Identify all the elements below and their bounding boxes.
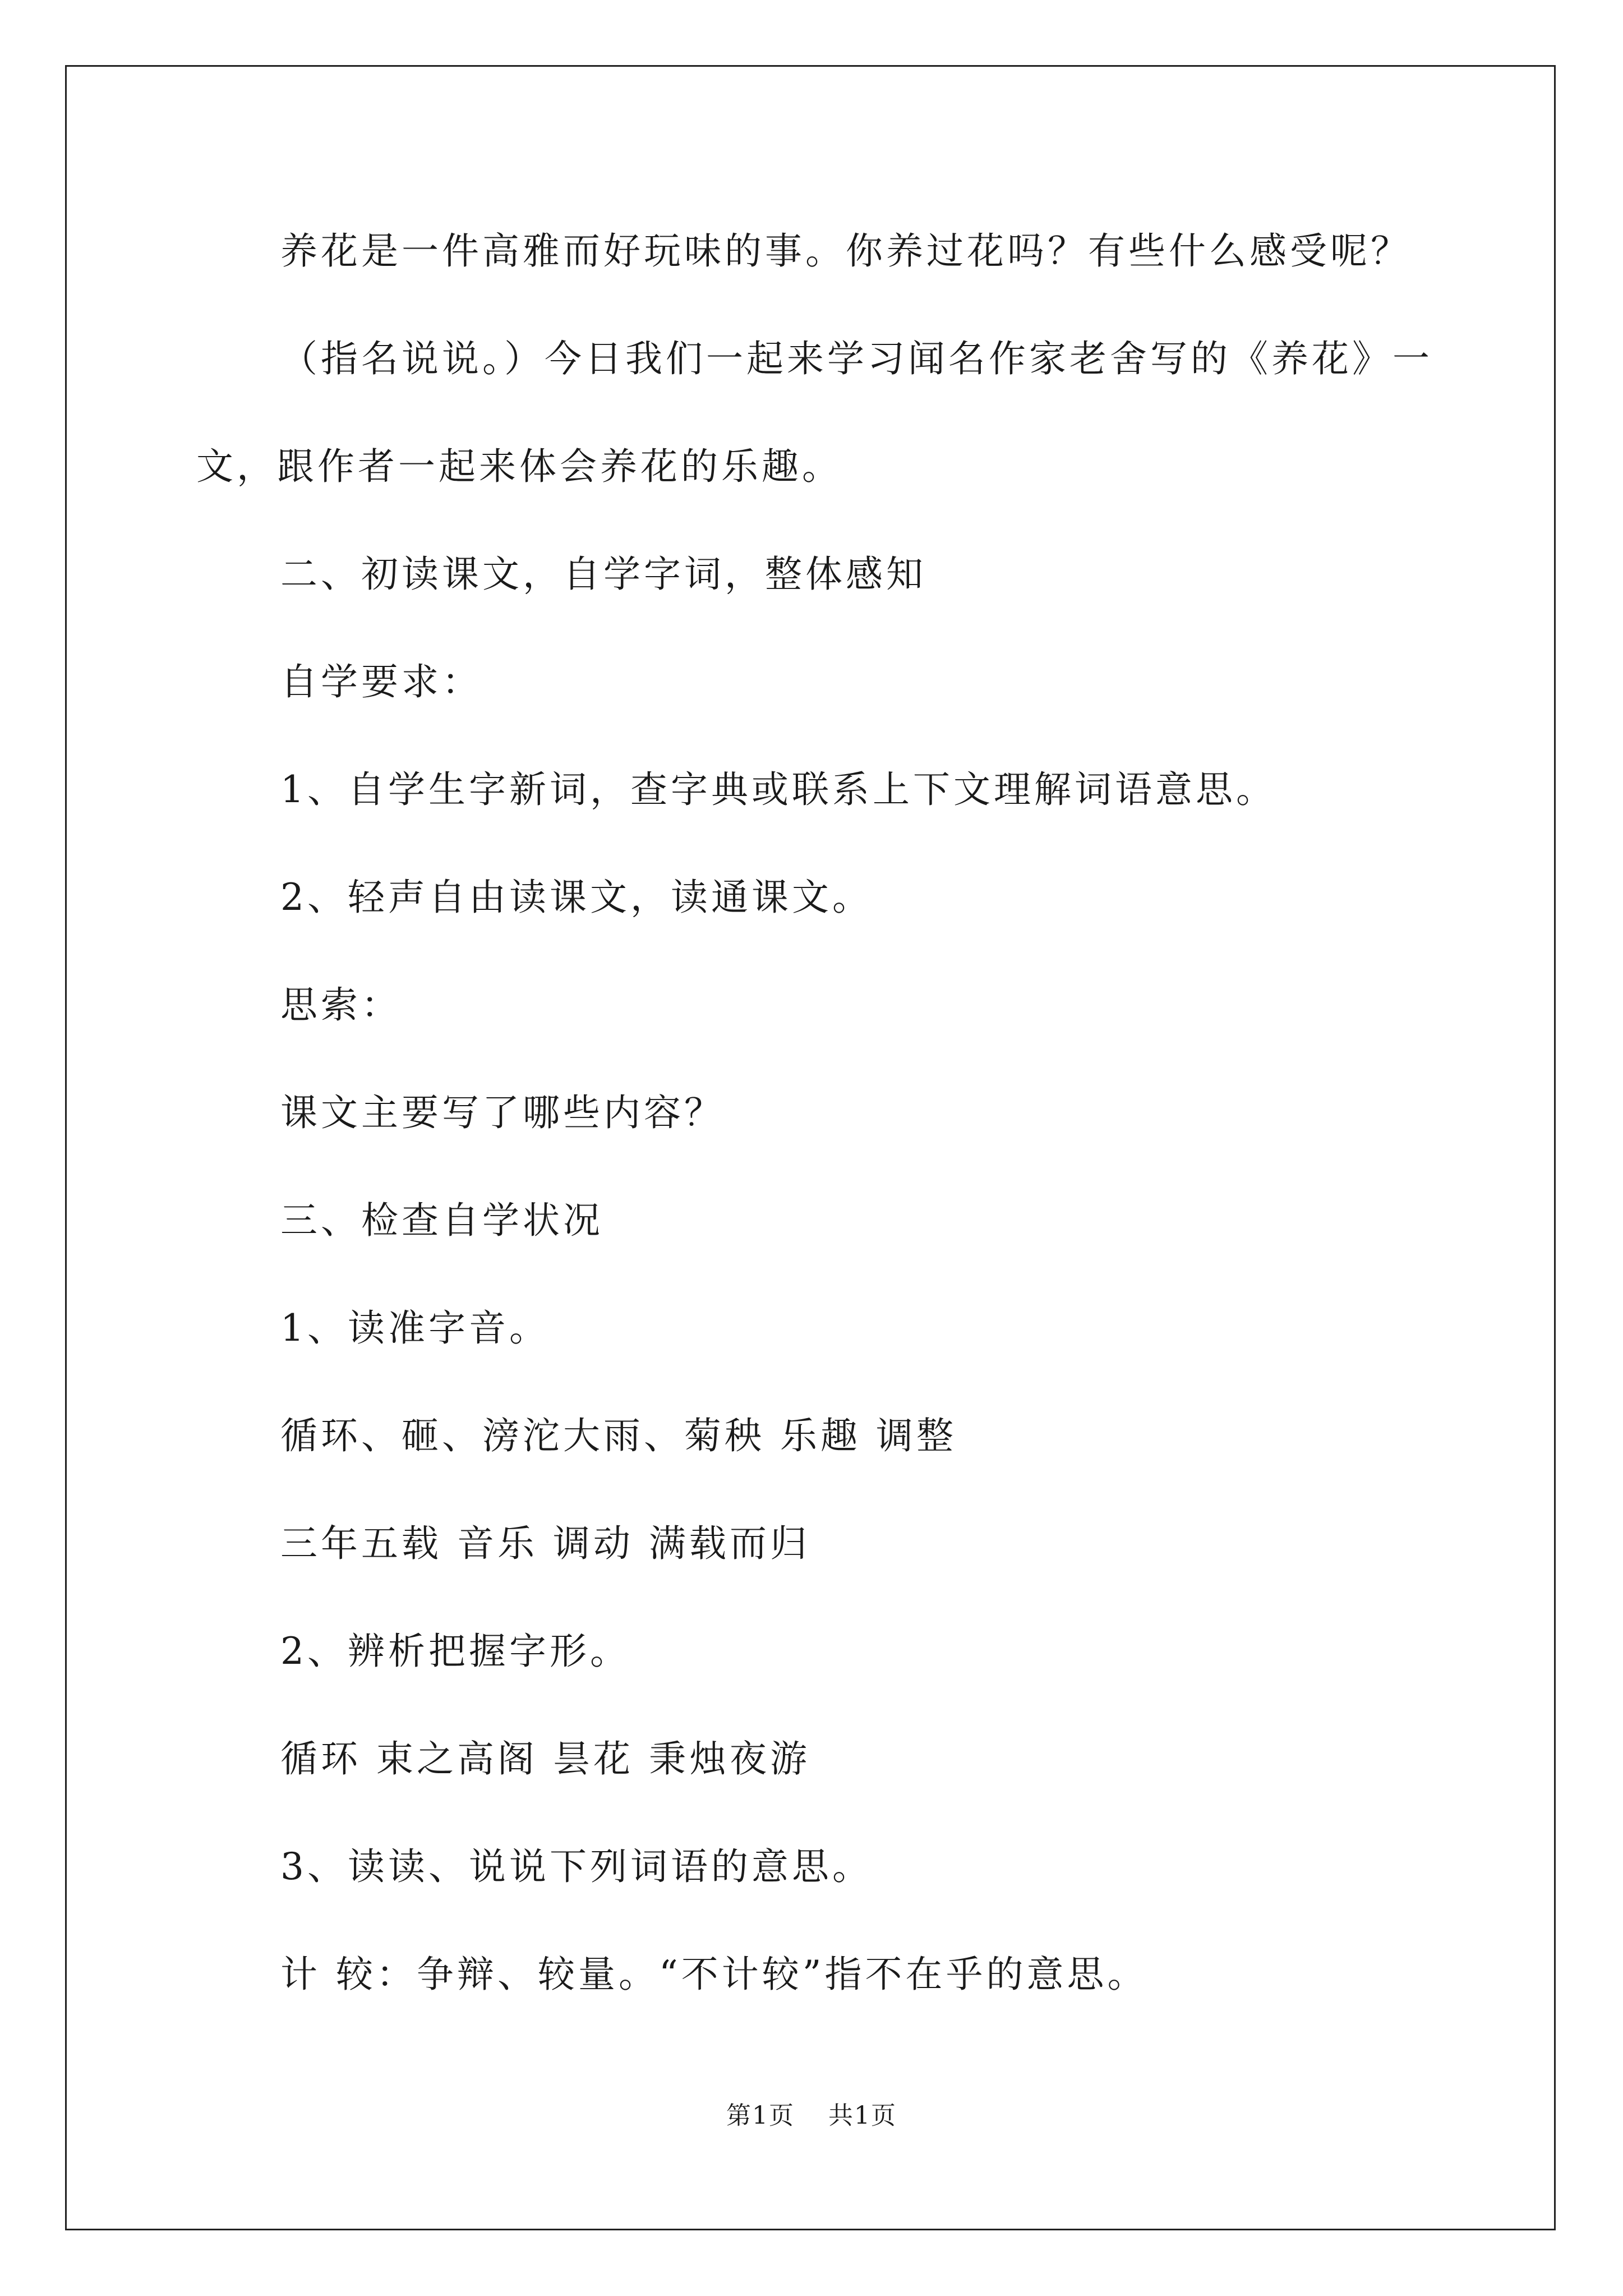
paragraph-line: 三年五载 音乐 调动 满载而归 (280, 1522, 810, 1565)
page-number-total: 共1页 (828, 2101, 897, 2130)
list-item: 3、读读、说说下列词语的意思。 (280, 1845, 873, 1888)
section-heading: 三、检查自学状况 (280, 1199, 603, 1242)
list-item: 1、读准字音。 (280, 1306, 550, 1350)
page-footer (0, 2095, 1623, 2131)
list-item: 2、辨析把握字形。 (280, 1630, 630, 1673)
paragraph-line: 养花是一件高雅而好玩味的事。你养过花吗？有些什么感受呢？ (280, 229, 1411, 273)
paragraph-line: （指名说说。）今日我们一起来学习闻名作家老舍写的《养花》一 (280, 337, 1433, 380)
list-item: 1、自学生字新词，查字典或联系上下文理解词语意思。 (280, 768, 1276, 811)
list-item: 2、轻声自由读课文，读通课文。 (280, 876, 873, 919)
paragraph-line: 文，跟作者一起来体会养花的乐趣。 (196, 445, 842, 488)
paragraph-line: 自学要求： (280, 660, 482, 703)
paragraph-line: 思索： (280, 983, 402, 1027)
paragraph-line: 计 较：争辩、较量。“不计较”指不在乎的意思。 (280, 1953, 1148, 1996)
page-number-current: 第1页 (726, 2101, 795, 2130)
paragraph-line: 课文主要写了哪些内容？ (280, 1091, 725, 1134)
section-heading: 二、初读课文，自学字词，整体感知 (280, 553, 926, 596)
paragraph-line: 循环、砸、滂沱大雨、菊秧 乐趣 调整 (280, 1414, 957, 1457)
paragraph-line: 循环 束之高阁 昙花 秉烛夜游 (280, 1737, 810, 1780)
